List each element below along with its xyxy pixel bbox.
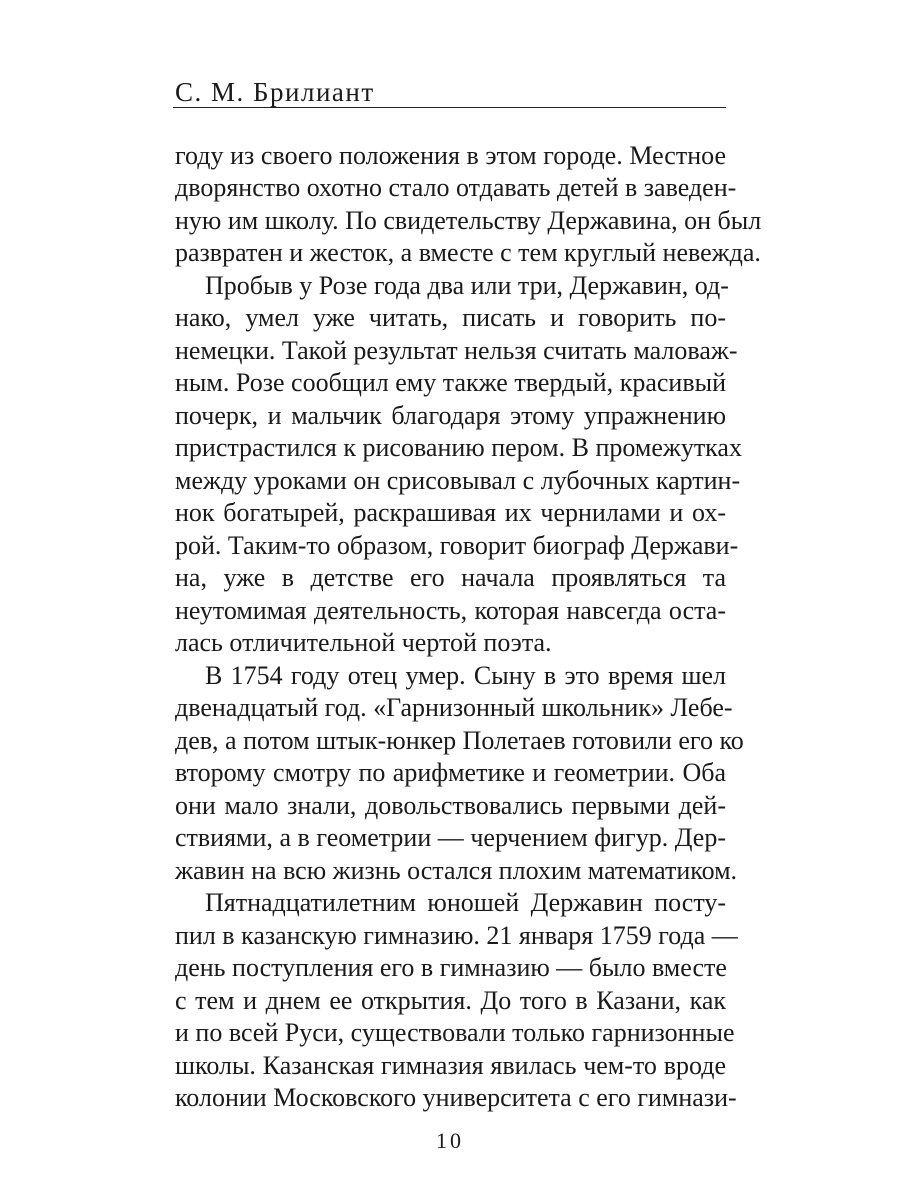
text-line: между уроками он срисовывал с лубочных картин- — [175, 466, 741, 495]
header-rule — [173, 107, 726, 108]
text-line: дев, а потом штык-юнкер Полетаев готовили его ко — [175, 726, 744, 755]
text-line: развратен и жесток, а вместе с тем круглый невежда. — [175, 238, 761, 267]
text-line: на, уже в детстве его начала проявляться та — [175, 563, 726, 592]
text-line: пристрастился к рисованию пером. В промежутках — [175, 433, 742, 462]
text-line: немецки. Такой результат нельзя считать маловаж- — [175, 336, 738, 365]
text-line: неутомимая деятельность, которая навсегда оста- — [175, 596, 726, 625]
text-line: ную им школу. По свидетельству Державина, он был — [175, 206, 762, 235]
text-line: нок богатырей, раскрашивая их чернилами и ох- — [175, 498, 726, 527]
text-line: колонии Московского университета с его гимнази- — [175, 1083, 737, 1112]
text-line: году из своего положения в этом городе. Местное — [175, 141, 726, 170]
running-head-author: С. М. Брилиант — [175, 77, 375, 107]
page-number: 10 — [436, 1128, 464, 1153]
text-line: рой. Таким-то образом, говорит биограф Держави- — [175, 531, 739, 560]
text-line: пил в казанскую гимназию. 21 января 1759 года — — [175, 921, 738, 950]
text-line: второму смотру по арифметике и геометрии. Оба — [175, 758, 726, 787]
text-line: двенадцатый год. «Гарнизонный школьник» Лебе- — [175, 693, 733, 722]
text-line: Пятнадцатилетним юношей Державин посту- — [205, 888, 726, 917]
text-line: они мало знали, довольствовались первыми дей- — [175, 791, 726, 820]
text-line: Пробыв у Розе года два или три, Державин, од- — [205, 271, 729, 300]
text-line: В 1754 году отец умер. Сыну в это время шел — [205, 661, 726, 690]
text-line: лась отличительной чертой поэта. — [175, 628, 552, 657]
text-line: день поступления его в гимназию — было вместе — [175, 953, 727, 982]
text-line: дворянство охотно стало отдавать детей в заведен- — [175, 173, 737, 202]
text-line: школы. Казанская гимназия явилась чем-то вроде — [175, 1051, 726, 1080]
text-line: почерк, и мальчик благодаря этому упражнению — [175, 401, 726, 430]
text-line: с тем и днем ее открытия. До того в Казани, как — [175, 986, 726, 1015]
text-line: ствиями, а в геометрии — черчением фигур. Дер- — [175, 823, 726, 852]
text-line: жавин на всю жизнь остался плохим математиком. — [175, 856, 738, 885]
text-line: ным. Розе сообщил ему также твердый, красивый — [175, 368, 726, 397]
text-line: нако, умел уже читать, писать и говорить по- — [175, 303, 726, 332]
text-line: и по всей Руси, существовали только гарнизонные — [175, 1018, 735, 1047]
